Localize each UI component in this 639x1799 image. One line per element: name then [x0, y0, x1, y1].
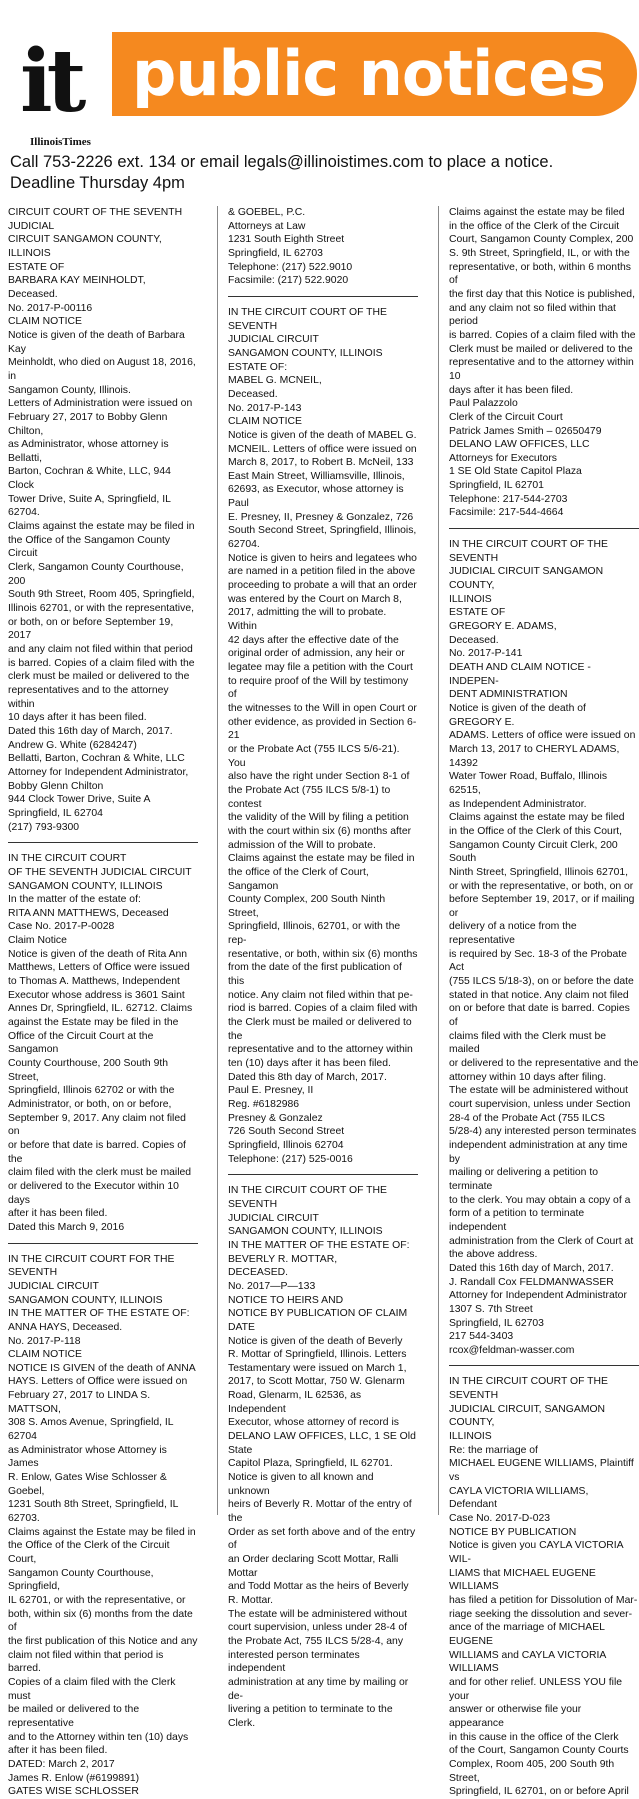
notice-line: Reg. #6182986 — [228, 1099, 300, 1110]
notice-line: Barton, Cochran & White, LLC, 944 Clock — [8, 466, 171, 492]
contact-line: Call 753-2226 ext. 134 or email legals@illinoistimes.com to place a notice. — [10, 153, 554, 171]
notice-line: or delivered to the Executor within 10 days — [8, 1180, 179, 1206]
notice-line: IN THE CIRCUIT COURT FOR THE SEVENTH — [8, 1253, 175, 1279]
notice-line: ESTATE OF — [449, 607, 506, 619]
notice-line: heirs of Beverly R. Mottar of the entry of the — [228, 1499, 412, 1525]
notice-line: ESTATE OF — [8, 261, 65, 273]
notice-line: Deceased. — [228, 388, 278, 400]
column-divider — [217, 206, 218, 1515]
notice-line: DELANO LAW OFFICES, LLC, 1 SE Old State — [228, 1431, 416, 1456]
notice-line: Notice is given to all known and unknown — [228, 1472, 374, 1497]
notice-line: No. 2017-P-118 — [8, 1335, 81, 1347]
notice-line: ance of the marriage of MICHAEL EUGENE — [449, 1622, 605, 1647]
notice-line: Presney & Gonzalez — [228, 1112, 323, 1124]
notice-line: BARBARA KAY MEINHOLDT, — [8, 275, 146, 287]
notice-line: as Independent Administrator. — [449, 798, 587, 810]
legal-notice — [228, 206, 418, 288]
notice-line: Notice is given of the death of Barbara Kay — [8, 329, 185, 355]
notice-line: CIRCUIT SANGAMON COUNTY, ILLINOIS — [8, 234, 162, 259]
deadline-line: Deadline Thursday 4pm — [10, 174, 185, 192]
notice-line: 2017, to Scott Mottar, 750 W. Glenarm — [228, 1376, 405, 1388]
notice-line: Sangamon County Courthouse, Springfield, — [8, 1567, 154, 1593]
notice-line: CIRCUIT COURT OF THE SEVENTH JUDICIAL — [8, 207, 183, 232]
notice-line: DELANO LAW OFFICES, LLC — [449, 439, 590, 451]
legal-notice — [449, 538, 639, 1357]
notice-line: riod is barred. Copies of a claim filed with — [228, 1003, 418, 1015]
notice-line: Telephone: (217) 522.9010 — [228, 261, 353, 273]
notice-line: The estate will be administered without — [449, 1085, 629, 1097]
notice-line: Illinois 62701, or with the representative, — [8, 603, 194, 615]
notice-line: 62704. — [228, 539, 260, 551]
notice-line: or with the representative, or both, on or — [449, 880, 634, 892]
notice-line: IN THE CIRCUIT COURT OF THE SEVENTH — [449, 1376, 608, 1402]
notice-line: IN THE CIRCUIT COURT — [8, 853, 127, 865]
notice-line: SANGAMON COUNTY, ILLINOIS — [228, 1226, 383, 1238]
notices-columns — [0, 206, 639, 1798]
notice-line: J. Randall Cox FELDMANWASSER — [449, 1276, 614, 1288]
notice-line: Telephone: 217-544-2703 — [449, 493, 568, 505]
notice-line: ADAMS. Letters of office were issued on — [449, 730, 636, 742]
page-title: public notices — [132, 37, 606, 110]
notice-line: Andrew G. White (6284247) — [8, 739, 137, 751]
notice-line: MCNEIL. Letters of office were issued on — [228, 443, 417, 455]
notice-line: the Office of the Clerk of the Circuit Court, — [8, 1540, 170, 1565]
notice-line: claim filed with the clerk must be mailed — [8, 1167, 192, 1179]
notice-line: IL 62701, or with the representative, or — [8, 1594, 186, 1606]
notice-line: Executor, whose attorney of record is — [228, 1417, 399, 1429]
notice-line: the above address. — [449, 1249, 538, 1261]
notice-line: Springfield, Illinois, 62701, or with the rep- — [228, 921, 401, 947]
notice-column-1 — [8, 206, 198, 1798]
notice-line: Sangamon County Circuit Clerk, 200 South — [449, 839, 618, 865]
notice-line: from the date of the first publication of this — [228, 962, 402, 988]
legal-notice — [8, 852, 198, 1234]
notice-line: Bellatti, Barton, Cochran & White, LLC — [8, 753, 185, 765]
notice-line: Bobby Glenn Chilton — [8, 780, 104, 792]
notice-line: Office of the Circuit Court at the Sangamon — [8, 1030, 154, 1056]
notice-line: and any claim not filed within that period — [8, 644, 193, 655]
notice-line: MICHAEL EUGENE WILLIAMS, Plaintiff — [449, 1458, 634, 1470]
notice-line: the Office of the Sangamon County Circuit — [8, 534, 171, 560]
notice-line: the office of the Clerk of Court, Sangamon — [228, 866, 369, 892]
notice-line: before September 19, 2017, or if mailing or — [449, 894, 635, 919]
notice-line: ILLINOIS — [449, 1431, 492, 1443]
notice-line: in the office of the Clerk of the Circuit — [449, 220, 620, 232]
notice-line: Copies of a claim filed with the Clerk must — [8, 1676, 176, 1702]
notice-line: administration from the Clerk of Court at — [449, 1235, 634, 1247]
notice-line: Facsimile: (217) 522.9020 — [228, 275, 349, 287]
notice-line: Claims against the estate may be filed in — [8, 521, 195, 533]
notice-line: BEVERLY R. MOTTAR, — [228, 1253, 338, 1265]
notice-line: 944 Clock Tower Drive, Suite A — [8, 794, 151, 806]
notice-line: other evidence, as provided in Section 6-21 — [228, 716, 417, 742]
notice-separator — [228, 296, 418, 297]
notice-line: clerk must be mailed or delivered to the — [8, 671, 190, 683]
notice-line: ILLINOIS — [449, 593, 492, 605]
legal-notice — [228, 1184, 418, 1730]
notice-line: Paul E. Presney, II — [228, 1085, 314, 1097]
notice-line: Attorneys at Law — [228, 220, 306, 232]
notice-line: and any claim not so filed within that period — [449, 302, 616, 328]
notice-line: rcox@feldman-wasser.com — [449, 1344, 575, 1356]
notice-line: HAYS. Letters of Office were issued on — [8, 1376, 188, 1388]
notice-line: interested person terminates independent — [228, 1649, 360, 1675]
notice-line: Testamentary were issued on March 1, — [228, 1362, 407, 1374]
notice-line: ten (10) days after it has been filed. — [228, 1058, 391, 1070]
notice-line: independent administration at any time by — [449, 1139, 628, 1165]
notice-line: admission of the Will to probate. — [228, 839, 376, 851]
notice-line: Dated this 16th day of March, 2017. — [8, 725, 173, 737]
notice-line: James R. Enlow (#6199891) — [8, 1772, 140, 1784]
notice-line: answer or otherwise file your appearance — [449, 1704, 582, 1729]
notice-line: JUDICIAL CIRCUIT — [228, 334, 319, 346]
notice-line: Dated this 8th day of March, 2017. — [228, 1071, 387, 1083]
notice-line: Telephone: (217) 525-0016 — [228, 1153, 353, 1165]
notice-line: CAYLA VICTORIA WILLIAMS, Defendant — [449, 1485, 589, 1511]
notice-separator — [8, 842, 198, 843]
notice-line: and for other relief. UNLESS YOU file your — [449, 1676, 623, 1702]
notice-separator — [449, 528, 639, 529]
logo-mark: it — [20, 31, 81, 132]
notice-line: as Administrator, whose attorney is Bellatti, — [8, 439, 169, 464]
notice-line: Matthews, Letters of Office were issued — [8, 962, 190, 974]
notice-line: SANGAMON COUNTY, ILLINOIS — [228, 347, 383, 359]
legal-notice — [449, 1375, 639, 1798]
notice-line: Claims against the estate may be filed — [449, 207, 625, 218]
notice-line: days after it has been filed. — [449, 384, 574, 396]
notice-line: Notice is given of the death of Rita Ann — [8, 948, 188, 960]
notice-line: after it has been filed. — [8, 1208, 108, 1220]
notice-line: administration at any time by mailing or de- — [228, 1676, 409, 1702]
notice-line: Claim Notice — [8, 935, 67, 947]
notice-line: after it has been filed. — [8, 1745, 108, 1757]
notice-line: Dated this March 9, 2016 — [8, 1221, 125, 1233]
legal-notice — [449, 206, 639, 520]
notice-line: Court, Sangamon County Complex, 200 — [449, 234, 634, 246]
notice-line: (217) 793-9300 — [8, 821, 80, 833]
notice-line: is barred. Copies of a claim filed with the — [449, 329, 636, 341]
notice-line: or delivered to the representative and the — [449, 1058, 639, 1070]
notice-line: Notice is given of the death of Beverly — [228, 1335, 403, 1347]
notice-line: No. 2017—P—133 — [228, 1280, 316, 1292]
notice-line: notice. Any claim not filed within that pe- — [228, 989, 413, 1001]
notice-line: Executor whose address is 3601 Saint — [8, 989, 185, 1001]
notice-line: JUDICIAL CIRCUIT — [228, 1212, 319, 1224]
notice-line: & GOEBEL, P.C. — [228, 207, 306, 218]
notice-line: The estate will be administered without — [228, 1608, 408, 1620]
notice-line: to Thomas A. Matthews, Independent — [8, 976, 180, 988]
notice-line: Sangamon County, Illinois. — [8, 384, 131, 396]
notice-line: DATED: March 2, 2017 — [8, 1758, 115, 1770]
notice-line: SANGAMON COUNTY, ILLINOIS — [8, 1294, 163, 1306]
notice-line: the Probate Act (755 ILCS 5/8-1) to contest — [228, 784, 391, 810]
notice-line: IN THE MATTER OF THE ESTATE OF: — [8, 1308, 190, 1320]
notice-line: riage seeking the dissolution and sever- — [449, 1608, 633, 1620]
notice-line: OF THE SEVENTH JUDICIAL CIRCUIT — [8, 866, 192, 878]
notice-line: 28-4 of the Probate Act (755 ILCS — [449, 1112, 605, 1124]
notice-line: claims filed with the Clerk must be mailed — [449, 1030, 607, 1056]
notice-line: against the Estate may be filed in the — [8, 1017, 179, 1029]
notice-line: 2017, admitting the will to probate. Within — [228, 607, 387, 633]
notice-line: WILLIAMS and CAYLA VICTORIA WILLIAMS — [449, 1649, 606, 1675]
notice-line: Case No. 2017-D-023 — [449, 1513, 551, 1525]
notice-line: Springfield, IL 62701, on or before April — [449, 1786, 629, 1798]
notice-line: ANNA HAYS, Deceased. — [8, 1321, 123, 1333]
notice-column-2 — [228, 206, 418, 1729]
notice-line: ESTATE OF: — [228, 361, 288, 373]
notice-line: Clerk, Sangamon County Courthouse, 200 — [8, 562, 184, 587]
notice-line: the first day that this Notice is published, — [449, 288, 635, 300]
notice-line: be mailed or delivered to the representative — [8, 1704, 140, 1729]
notice-line: or both, on or before September 19, 2017 — [8, 616, 174, 642]
notice-line: mailing or delivering a petition to terminate — [449, 1167, 599, 1192]
notice-line: NOTICE TO HEIRS AND — [228, 1294, 344, 1306]
notice-line: Dated this 16th day of March, 2017. — [449, 1262, 614, 1274]
notice-line: DECEASED. — [228, 1267, 289, 1279]
notice-line: East Main Street, Williamsville, Illinois, — [228, 470, 405, 482]
notice-line: Deceased. — [449, 634, 499, 646]
notice-line: both, within six (6) months from the date of — [8, 1608, 193, 1634]
notice-line: No. 2017-P-141 — [449, 648, 523, 660]
logo-wordmark: IllinoisTimes — [30, 136, 91, 148]
notice-line: South 9th Street, Room 405, Springfield, — [8, 589, 195, 601]
notice-line: Clerk must be mailed or delivered to the — [449, 343, 633, 355]
notice-line: Re: the marriage of — [449, 1444, 538, 1456]
notice-line: Springfield, Illinois 62704 — [228, 1139, 344, 1151]
notice-line: CLAIM NOTICE — [8, 1349, 82, 1361]
notice-line: Claims against the estate may be filed — [449, 812, 625, 824]
notice-line: Facsimile: 217-544-4664 — [449, 507, 564, 519]
notice-line: and Todd Mottar as the heirs of Beverly — [228, 1581, 409, 1593]
notice-line: Tower Drive, Suite A, Springfield, IL 62704. — [8, 493, 171, 519]
notice-line: Order as set forth above and of the entry of — [228, 1526, 416, 1552]
notice-line: Road, Glenarm, IL 62536, as Independent — [228, 1390, 362, 1415]
notice-line: Case No. 2017-P-0028 — [8, 921, 115, 933]
notice-line: September 9, 2017. Any claim not filed on — [8, 1112, 186, 1138]
notice-line: and to the Attorney within ten (10) days — [8, 1731, 189, 1743]
notice-line: NOTICE BY PUBLICATION OF CLAIM DATE — [228, 1308, 408, 1333]
notice-line: Notice is given of the death of GREGORY E. — [449, 702, 586, 728]
notice-line: the Probate Act, 755 ILCS 5/28-4, any — [228, 1635, 404, 1647]
legal-notice — [228, 306, 418, 1166]
notice-line: JUDICIAL CIRCUIT, SANGAMON COUNTY, — [449, 1403, 606, 1429]
notice-line: resentative, or both, within six (6) months — [228, 948, 418, 960]
notice-line: Capitol Plaza, Springfield, IL 62701. — [228, 1458, 393, 1470]
notice-line: claim not filed within that period is barred. — [8, 1649, 164, 1675]
notice-line: of the Court, Sangamon County Courts — [449, 1745, 629, 1757]
notice-line: 726 South Second Street — [228, 1126, 345, 1138]
notice-line: No. 2017-P-143 — [228, 402, 302, 414]
notice-line: 1231 South Eighth Street — [228, 234, 345, 246]
notice-line: with the court within six (6) months after — [228, 825, 412, 837]
notice-line: Clerk of the Circuit Court — [449, 411, 563, 423]
notice-line: Annes Dr, Springfield, IL. 62712. Claims — [8, 1003, 193, 1015]
notice-line: CLAIM NOTICE — [8, 316, 82, 328]
notice-line: or before that date is barred. Copies of the — [8, 1139, 186, 1165]
notice-line: Letters of Administration were issued on — [8, 398, 193, 410]
notice-line: 5/28-4) any interested person terminates — [449, 1126, 637, 1138]
notice-line: Springfield, IL 62703 — [228, 247, 323, 259]
notice-line: to require proof of the Will by testimony of — [228, 675, 409, 701]
notice-line: R. Mottar of Springfield, Illinois. Letters — [228, 1349, 407, 1361]
notice-line: representative, or both, within 6 months of — [449, 261, 631, 287]
notice-line: March 13, 2017 to CHERYL ADAMS, 14392 — [449, 743, 620, 769]
legal-notice — [8, 1253, 198, 1799]
logo[interactable] — [8, 20, 112, 148]
notice-line: 62693, as Executor, whose attorney is Paul — [228, 484, 404, 510]
notice-line: S. 9th Street, Springfield, IL, or with the — [449, 247, 630, 259]
notice-line: Paul Palazzolo — [449, 398, 518, 410]
notice-line: 1231 South 8th Street, Springfield, IL — [8, 1499, 179, 1511]
notice-line: County Complex, 200 South Ninth Street, — [228, 894, 386, 919]
notice-line: legatee may file a petition with the Court — [228, 662, 413, 673]
notice-line: JUDICIAL CIRCUIT — [8, 1280, 99, 1292]
notice-line: February 27, 2017 to LINDA S. MATTSON, — [8, 1390, 151, 1415]
notice-line: is required by Sec. 18-3 of the Probate Act — [449, 948, 627, 974]
notice-line: Attorney for Independent Administrator, — [8, 766, 189, 778]
notice-line: also have the right under Section 8-1 of — [228, 771, 410, 783]
notice-line: JUDICIAL CIRCUIT SANGAMON COUNTY, — [449, 566, 604, 592]
notice-line: Claims against the estate may be filed in — [228, 853, 415, 865]
notice-line: 308 S. Amos Avenue, Springfield, IL 62704 — [8, 1417, 174, 1443]
notice-line: IN THE CIRCUIT COURT OF THE SEVENTH — [449, 539, 608, 564]
notice-line: Springfield, Illinois 62702 or with the — [8, 1085, 175, 1097]
contact-info — [10, 152, 635, 194]
notice-line: 1307 S. 7th Street — [449, 1303, 533, 1315]
notice-line: in this cause in the office of the Clerk — [449, 1731, 619, 1743]
notice-line: on or before that date is barred. Copies of — [449, 1003, 630, 1029]
notice-line: DEATH AND CLAIM NOTICE - INDEPEN- — [449, 662, 591, 687]
notice-line: as Administrator whose Attorney is James — [8, 1444, 167, 1470]
notice-line: stated in that notice. Any claim not filed — [449, 989, 629, 1001]
notice-line: vs — [449, 1472, 460, 1484]
notice-line: Notice is given you CAYLA VICTORIA WIL- — [449, 1540, 624, 1565]
notice-line: delivery of a notice from the representative — [449, 921, 577, 947]
notice-line: is barred. Copies of a claim filed with the — [8, 657, 195, 669]
notice-line: representative and to the attorney within 10 — [449, 357, 634, 382]
notice-line: 1 SE Old State Capitol Plaza — [449, 466, 582, 478]
notice-line: proceeding to probate a will that an order — [228, 580, 417, 592]
notice-line: GATES WISE SCHLOSSER — [8, 1786, 139, 1798]
notice-line: Springfield, IL 62704 — [8, 807, 103, 819]
notice-line: Complex, Room 405, 200 South 9th Street, — [449, 1758, 615, 1784]
notice-line: Springfield, IL 62703 — [449, 1317, 544, 1329]
notice-line: in the Office of the Clerk of this Court, — [449, 825, 623, 837]
notice-line: or the Probate Act (755 ILCS 5/6-21). You — [228, 743, 400, 769]
notice-line: IN THE MATTER OF THE ESTATE OF: — [228, 1239, 410, 1251]
notice-line: are named in a petition filed in the above — [228, 566, 416, 578]
notice-line: an Order declaring Scott Mottar, Ralli Mottar — [228, 1554, 399, 1579]
notice-line: representative and to the attorney within — [228, 1044, 413, 1056]
notice-line: form of a petition to terminate independent — [449, 1208, 585, 1233]
notice-line: DENT ADMINISTRATION — [449, 689, 568, 701]
notice-line: SANGAMON COUNTY, ILLINOIS — [8, 880, 163, 892]
notice-line: original order of admission, any heir or — [228, 648, 405, 660]
notice-line: NOTICE IS GIVEN of the death of ANNA — [8, 1362, 196, 1374]
notice-line: MABEL G. MCNEIL, — [228, 375, 322, 387]
notice-line: R. Enlow, Gates Wise Schlosser & Goebel, — [8, 1472, 167, 1497]
notice-line: Attorney for Independent Administrator — [449, 1290, 627, 1302]
notice-line: 42 days after the effective date of the — [228, 634, 399, 646]
notice-line: RITA ANN MATTHEWS, Deceased — [8, 907, 169, 919]
notice-line: LIAMS that MICHAEL EUGENE WILLIAMS — [449, 1567, 596, 1593]
notice-line: In the matter of the estate of: — [8, 894, 141, 906]
notice-line: CLAIM NOTICE — [228, 416, 302, 428]
notice-line: Notice is given of the death of MABEL G. — [228, 429, 417, 441]
notice-column-3 — [449, 206, 639, 1798]
notice-line: 10 days after it has been filed. — [8, 712, 147, 724]
notice-line: Springfield, IL 62701 — [449, 480, 544, 492]
notice-line: IN THE CIRCUIT COURT OF THE SEVENTH — [228, 1185, 387, 1210]
notice-line: IN THE CIRCUIT COURT OF THE SEVENTH — [228, 306, 387, 332]
legal-notice — [8, 206, 198, 834]
notice-line: the witnesses to the Will in open Court or — [228, 702, 417, 714]
notice-line: the Clerk must be mailed or delivered to the — [228, 1017, 412, 1042]
notice-line: R. Mottar. — [228, 1594, 274, 1606]
notice-line: Notice is given to heirs and legatees who — [228, 552, 417, 564]
notice-separator — [449, 1365, 639, 1366]
notice-line: Patrick James Smith – 02650479 — [449, 425, 602, 437]
notice-line: E. Presney, II, Presney & Gonzalez, 726 — [228, 511, 414, 523]
notice-line: (755 ILCS 5/18-3), on or before the date — [449, 976, 634, 988]
notice-line: Meinholdt, who died on August 18, 2016, in — [8, 357, 196, 382]
notice-line: Attorneys for Executors — [449, 452, 557, 464]
notice-line: South Second Street, Springfield, Illinois, — [228, 525, 417, 537]
notice-line: County Courthouse, 200 South 9th Street, — [8, 1058, 169, 1083]
notice-line: Ninth Street, Springfield, Illinois 62701, — [449, 866, 629, 878]
notice-line: No. 2017-P-00116 — [8, 302, 93, 314]
notice-line: court supervision, unless under 28-4 of — [228, 1622, 408, 1634]
notice-line: 217 544-3403 — [449, 1331, 514, 1343]
notice-line: Deceased. — [8, 288, 58, 300]
notice-line: Claims against the Estate may be filed in — [8, 1526, 196, 1538]
notice-line: 62703. — [8, 1513, 40, 1525]
notice-line: has filed a petition for Dissolution of Mar- — [449, 1594, 638, 1606]
notice-line: the validity of the Will by filing a petition — [228, 812, 409, 824]
notice-separator — [8, 1243, 198, 1244]
masthead — [0, 0, 637, 150]
notice-line: the first publication of this Notice and any — [8, 1635, 198, 1647]
notice-line: court supervision, unless under Section — [449, 1099, 631, 1110]
notice-line: attorney within 10 days after filing. — [449, 1071, 607, 1083]
notice-line: Water Tower Road, Buffalo, Illinois 62515, — [449, 771, 608, 796]
notice-line: GREGORY E. ADAMS, — [449, 621, 557, 633]
notice-line: representatives and to the attorney within — [8, 684, 169, 710]
notice-line: was entered by the Court on March 8, — [228, 593, 402, 605]
notice-line: February 27, 2017 to Bobby Glenn Chilton, — [8, 411, 168, 437]
notice-line: to the clerk. You may obtain a copy of a — [449, 1194, 631, 1206]
column-divider — [438, 206, 439, 1515]
notice-line: Administrator, or both, on or before, — [8, 1099, 172, 1110]
notice-line: livering a petition to terminate to the Clerk. — [228, 1704, 393, 1729]
notice-separator — [228, 1174, 418, 1175]
notice-line: NOTICE BY PUBLICATION — [449, 1526, 577, 1538]
notice-line: March 8, 2017, to Robert B. McNeil, 133 — [228, 457, 414, 469]
